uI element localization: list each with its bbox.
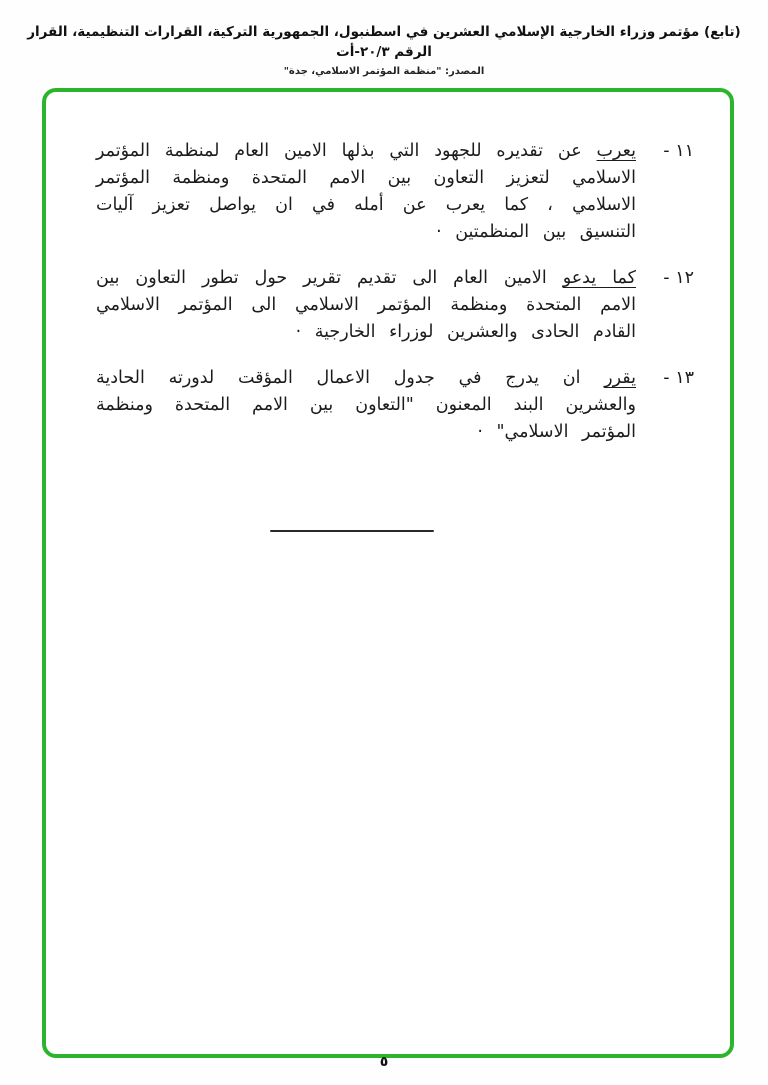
- signature-line: [270, 530, 434, 532]
- page-header: [0, 0, 768, 77]
- underlined-lead-word: كما يدعو: [562, 268, 636, 288]
- paragraph-text: [96, 138, 636, 246]
- paragraph-body-text: الامين العام الى تقديم تقرير حول تطور التعاون بين الامم المتحدة ومنظمة المؤتمر الاسلامي الى المؤتمر الاسلامي القادم الحادى والعشرين لوزراء الخارجية ·: [96, 268, 636, 342]
- document-source-line: المصدر: "منظمة المؤتمر الاسلامي، جدة": [283, 65, 485, 77]
- paragraph-number: ١٢ -: [663, 268, 694, 288]
- scan-border-frame: [42, 88, 734, 1058]
- paragraph-11: [96, 138, 694, 246]
- paragraph-12: [96, 265, 694, 346]
- paragraph-13: [96, 365, 694, 446]
- paragraph-number: ١٣ -: [663, 368, 694, 388]
- paragraph-body-text: ان يدرج في جدول الاعمال المؤقت لدورته الحادية والعشرين البند المعنون "التعاون بين الامم المتحدة ومنظمة المؤتمر الاسلامي" ·: [96, 368, 636, 442]
- document-body: [46, 92, 730, 532]
- paragraph-number: ١١ -: [663, 141, 694, 161]
- paragraph-text: [96, 365, 636, 446]
- underlined-lead-word: يقرر: [604, 368, 636, 388]
- paragraph-body-text: عن تقديره للجهود التي بذلها الامين العام لمنظمة المؤتمر الاسلامي لتعزيز التعاون بين الامم المتحدة ومنظمة المؤتمر الاسلامي ، كما يعرب عن أمله في ان يواصل تعزيز آليات التنسيق بين المنظمتين ·: [96, 141, 636, 242]
- page-number: ٥: [379, 1054, 389, 1070]
- paragraph-text: [96, 265, 636, 346]
- divider-row: [96, 530, 694, 532]
- underlined-lead-word: يعرب: [596, 141, 636, 161]
- document-title: (تابع) مؤتمر وزراء الخارجية الإسلامي العشرين في اسطنبول، الجمهورية التركية، القرارات التنظيمية، القرار الرقم ٢٠/٣-أت: [27, 24, 741, 61]
